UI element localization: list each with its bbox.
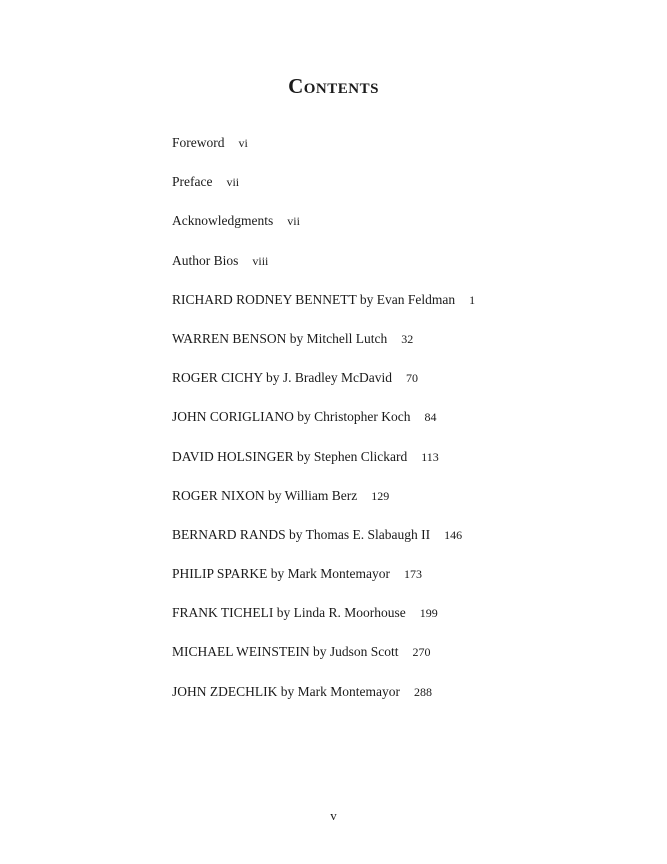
toc-entry xyxy=(172,211,475,250)
toc-entry-text: Foreword xyxy=(172,135,225,150)
toc-entry-page: 270 xyxy=(412,645,431,660)
toc-entry xyxy=(172,290,475,329)
toc-entry-text: ROGER NIXON by William Berz xyxy=(172,487,358,503)
toc-entry xyxy=(172,133,475,172)
toc-entry-text: JOHN CORIGLIANO by Christopher Koch xyxy=(172,409,411,425)
toc-entry-page: 199 xyxy=(419,606,438,621)
toc-entry-text: DAVID HOLSINGER by Stephen Clickard xyxy=(172,448,408,464)
toc-entry-page: 129 xyxy=(371,488,390,503)
toc-entry xyxy=(172,603,475,642)
table-of-contents xyxy=(172,133,475,721)
toc-entry-page: 70 xyxy=(405,371,418,386)
toc-entry-text: PHILIP SPARKE by Mark Montemayor xyxy=(172,566,391,582)
toc-entry-text: MICHAEL WEINSTEIN by Judson Scott xyxy=(172,644,399,660)
toc-entry-page: viii xyxy=(252,253,269,268)
toc-entry-page: 113 xyxy=(421,449,439,464)
toc-entry xyxy=(172,525,475,564)
toc-entry-text: Preface xyxy=(172,174,213,190)
toc-entry xyxy=(172,486,475,525)
page-number: v xyxy=(330,808,337,823)
toc-entry xyxy=(172,642,475,681)
toc-entry-page: 1 xyxy=(469,292,476,307)
toc-entry xyxy=(172,682,475,721)
toc-entry xyxy=(172,564,475,603)
toc-entry-text: JOHN ZDECHLIK by Mark Montemayor xyxy=(172,683,400,699)
toc-entry-page: 288 xyxy=(413,684,432,699)
toc-entry-text: Acknowledgments xyxy=(172,213,274,229)
toc-entry xyxy=(172,407,475,446)
toc-entry-page: 146 xyxy=(444,527,463,542)
toc-entry-page: 32 xyxy=(401,331,414,346)
toc-entry-text: Author Bios xyxy=(172,252,239,268)
toc-entry xyxy=(172,329,475,368)
toc-entry-page: vii xyxy=(287,214,300,229)
toc-entry xyxy=(172,172,475,211)
toc-entry xyxy=(172,368,475,407)
toc-entry-text: WARREN BENSON by Mitchell Lutch xyxy=(172,330,388,346)
toc-entry-page: vi xyxy=(238,136,248,150)
toc-entry-text: ROGER CICHY by J. Bradley McDavid xyxy=(172,370,392,386)
toc-entry-text: BERNARD RANDS by Thomas E. Slabaugh II xyxy=(172,526,431,542)
page-title: Contents xyxy=(288,74,379,98)
toc-entry-page: 173 xyxy=(404,567,423,582)
toc-entry xyxy=(172,251,475,290)
toc-entry-text: FRANK TICHELI by Linda R. Moorhouse xyxy=(172,605,406,621)
toc-entry-text: RICHARD RODNEY BENNETT by Evan Feldman xyxy=(172,291,456,307)
toc-entry-page: vii xyxy=(226,175,240,190)
toc-entry-page: 84 xyxy=(424,410,437,425)
toc-entry xyxy=(172,447,475,486)
